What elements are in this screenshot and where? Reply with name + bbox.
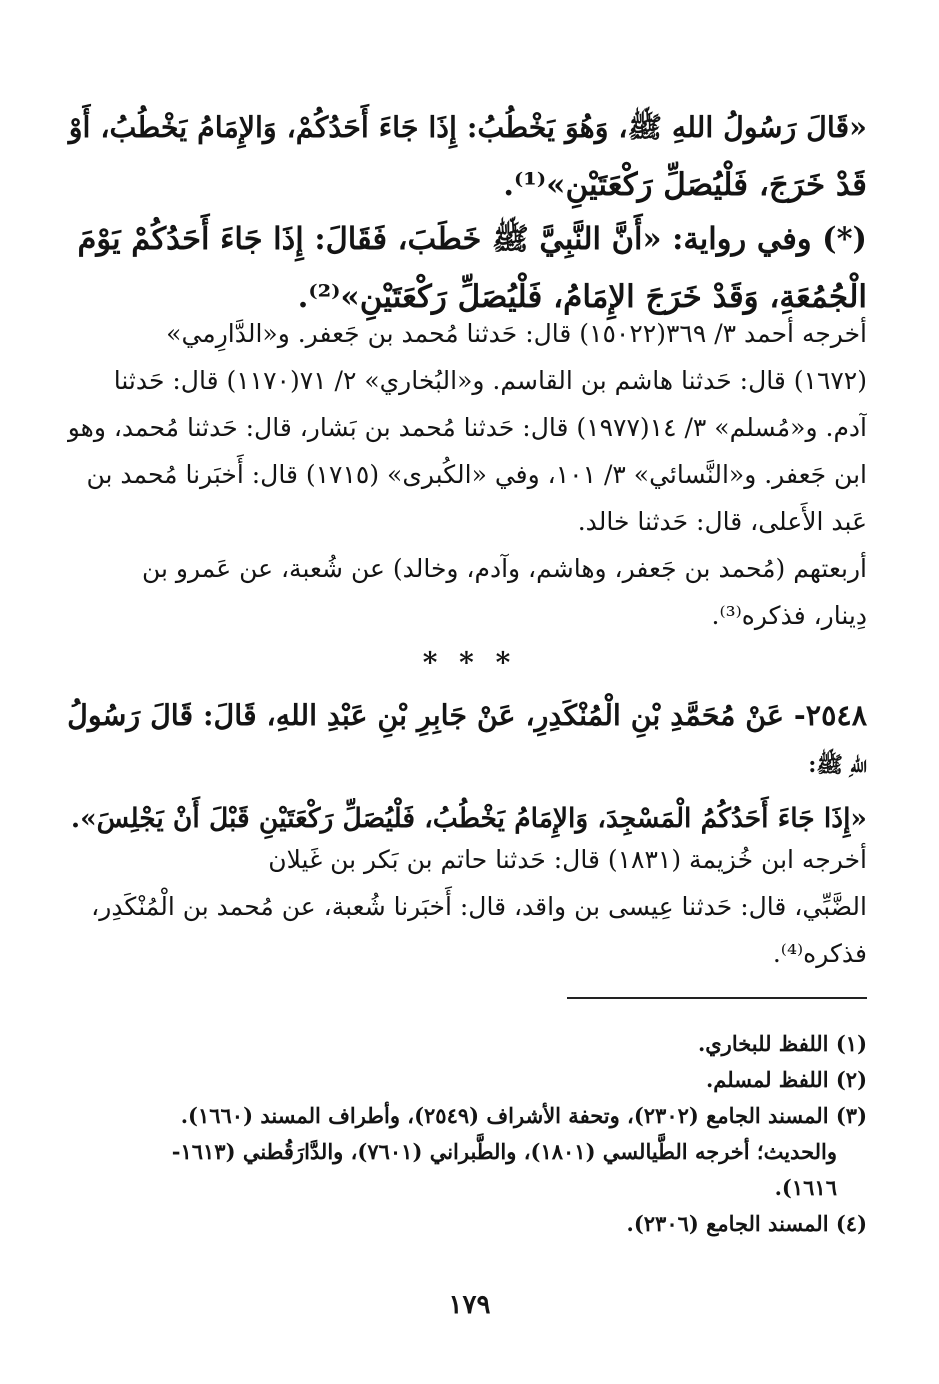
text-line: أخرجه أحمد ٣/ ٣٦٩(١٥٠٢٢) قال: حَدثنا مُحمد بن جَعفر. و«الدَّارِمي» <box>166 319 867 348</box>
text-line: الضَّبِّي، قال: حَدثنا عِيسى بن واقد، قال: أَخبَرنا شُعبة، عن مُحمد بن الْمُنْكَدِر، <box>91 892 867 921</box>
text-line: (*) وفي رواية: «أَنَّ النَّبِيَّ ﷺ خَطَبَ، فَقَالَ: إِذَا جَاءَ أَحَدُكُمْ يَوْمَ <box>77 221 867 257</box>
text-line: اللهِ ﷺ: <box>808 752 867 778</box>
footnote-2: (٢) اللفظ لمسلم. <box>705 1067 867 1092</box>
text-line: أخرجه ابن خُزيمة (١٨٣١) قال: حَدثنا حاتم بن بَكر بن غَيلان <box>268 845 867 874</box>
hadith-heading-2548 <box>67 686 867 786</box>
takhrij-paragraph-3 <box>67 836 867 977</box>
footnote-1: (١) اللفظ للبخاري. <box>697 1031 867 1056</box>
takhrij-paragraph-2 <box>67 545 867 639</box>
text-line: عَبد الأَعلى، قال: حَدثنا خالد. <box>577 507 867 536</box>
footnote-3-continuation: والحديث؛ أخرجه الطَّيالسي (١٨٠١)، والطَّبراني (٧٦٠١)، والدَّارَقُطني (١٦١٣- <box>171 1139 837 1164</box>
text-line: «قَالَ رَسُولُ اللهِ ﷺ، وَهُوَ يَخْطُبُ: إِذَا جَاءَ أَحَدُكُمْ، وَالإِمَامُ يَخْطُبُ، أَوْ <box>68 110 867 144</box>
text-line: «إِذَا جَاءَ أَحَدُكُمُ الْمَسْجِدَ، وَالإِمَامُ يَخْطُبُ، فَلْيُصَلِّ رَكْعَتَيْنِ قَبْلَ أَنْ يَجْلِسَ». <box>70 803 867 834</box>
text-line: ابن جَعفر. و«النَّسائي» ٣/ ١٠١، وفي «الكُبرى» (١٧١٥) قال: أَخبَرنا مُحمد بن <box>86 460 867 489</box>
text-line: (١٦٧٢) قال: حَدثنا هاشم بن القاسم. و«البُخاري» ٢/ ٧١(١١٧٠) قال: حَدثنا <box>113 366 867 395</box>
footnote-3-continuation-end: ١٦١٦). <box>774 1175 837 1200</box>
page-number: ١٧٩ <box>448 1290 491 1320</box>
text-line: أربعتهم (مُحمد بن جَعفر، وهاشم، وآدم، وخالد) عن شُعبة، عن عَمرو بن <box>141 554 867 583</box>
footnote-divider <box>567 997 867 999</box>
text-line: آدم. و«مُسلم» ٣/ ١٤(١٩٧٧) قال: حَدثنا مُحمد بن بَشار، قال: حَدثنا مُحمد، وهو <box>67 413 867 442</box>
text-line: الْجُمُعَةِ، وَقَدْ خَرَجَ الإِمَامُ، فَلْيُصَلِّ رَكْعَتَيْنِ»⁽²⁾. <box>297 279 867 315</box>
footnotes <box>67 1026 867 1242</box>
text-line: دِينار، فذكره⁽³⁾. <box>711 601 867 630</box>
text-line: فذكره⁽⁴⁾. <box>772 939 867 968</box>
section-separator: * * * <box>422 646 517 679</box>
footnote-3: (٣) المسند الجامع (٢٣٠٢)، وتحفة الأشراف (٢٥٤٩)، وأطراف المسند (١٦٦٠). <box>180 1103 867 1128</box>
text-line: قَدْ خَرَجَ، فَلْيُصَلِّ رَكْعَتَيْنِ»⁽¹⁾. <box>503 167 867 203</box>
hadith-text-1 <box>67 98 867 214</box>
text-line: ٢٥٤٨- عَنْ مُحَمَّدِ بْنِ الْمُنْكَدِرِ، عَنْ جَابِرِ بْنِ عَبْدِ اللهِ، قَالَ: قَالَ رَسُولُ <box>67 698 867 732</box>
takhrij-paragraph-1 <box>67 310 867 545</box>
hadith-variant <box>67 210 867 326</box>
footnote-4: (٤) المسند الجامع (٢٣٠٦). <box>626 1211 867 1236</box>
